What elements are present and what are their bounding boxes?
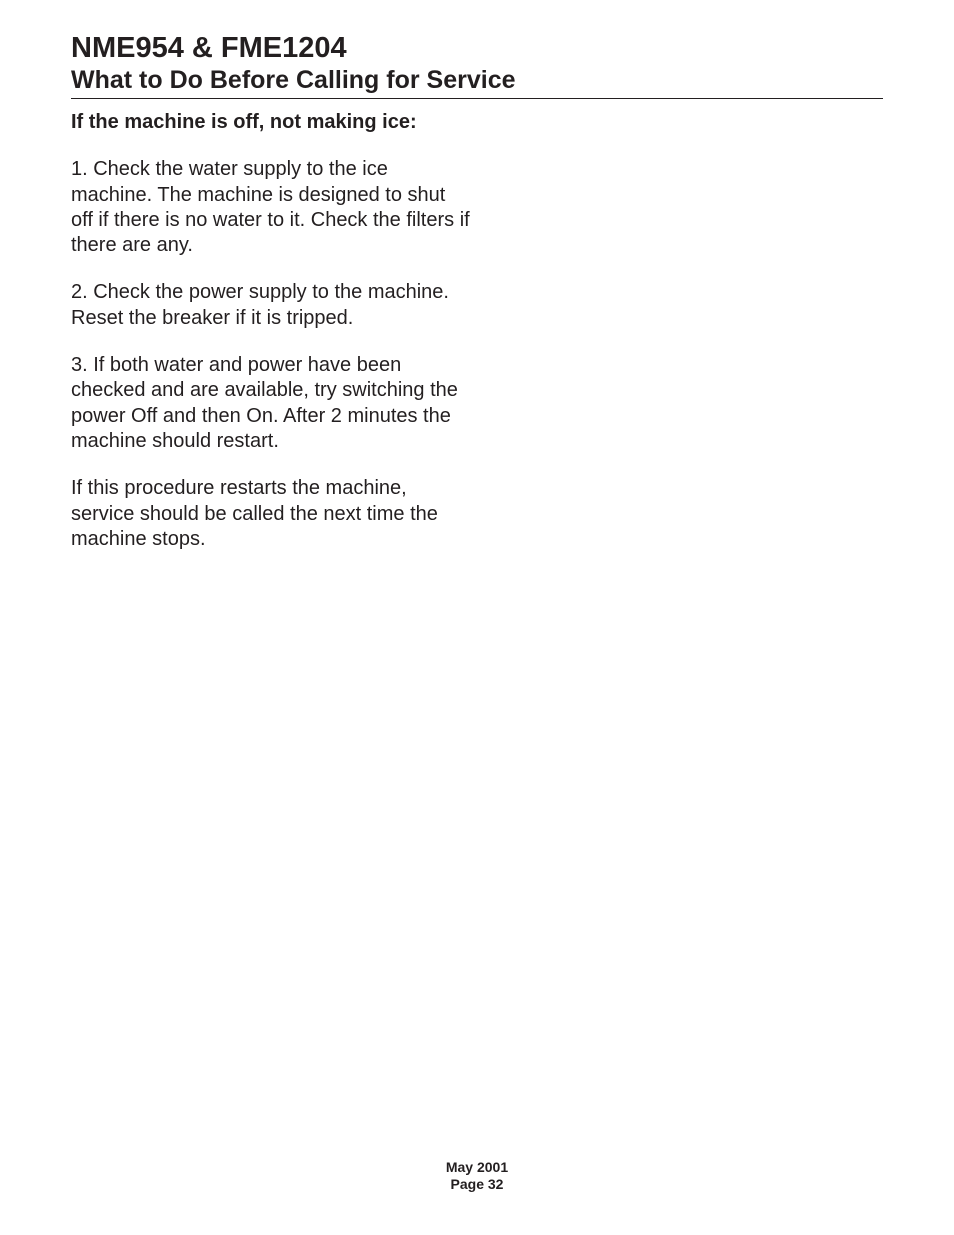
document-title: NME954 & FME1204 <box>71 32 347 64</box>
page-header <box>71 30 883 96</box>
section-heading: If the machine is off, not making ice: <box>71 111 417 133</box>
step-1-paragraph: 1. Check the water supply to the ice machine. The machine is designed to shut off if there is no water to it. Check the filters if there are any. <box>71 158 470 257</box>
footer-page-number: Page 32 <box>450 1176 504 1192</box>
header-divider <box>71 98 883 99</box>
closing-paragraph: If this procedure restarts the machine, service should be called the next time the machine stops. <box>71 477 438 550</box>
step-3-paragraph: 3. If both water and power have been checked and are available, try switching the power Off and then On. After 2 minutes the machine should restart. <box>71 354 458 452</box>
page-footer <box>0 1159 954 1193</box>
main-content <box>71 110 471 574</box>
document-subtitle: What to Do Before Calling for Service <box>71 66 516 94</box>
footer-date: May 2001 <box>445 1159 509 1175</box>
step-2-paragraph: 2. Check the power supply to the machine. Reset the breaker if it is tripped. <box>71 281 449 329</box>
